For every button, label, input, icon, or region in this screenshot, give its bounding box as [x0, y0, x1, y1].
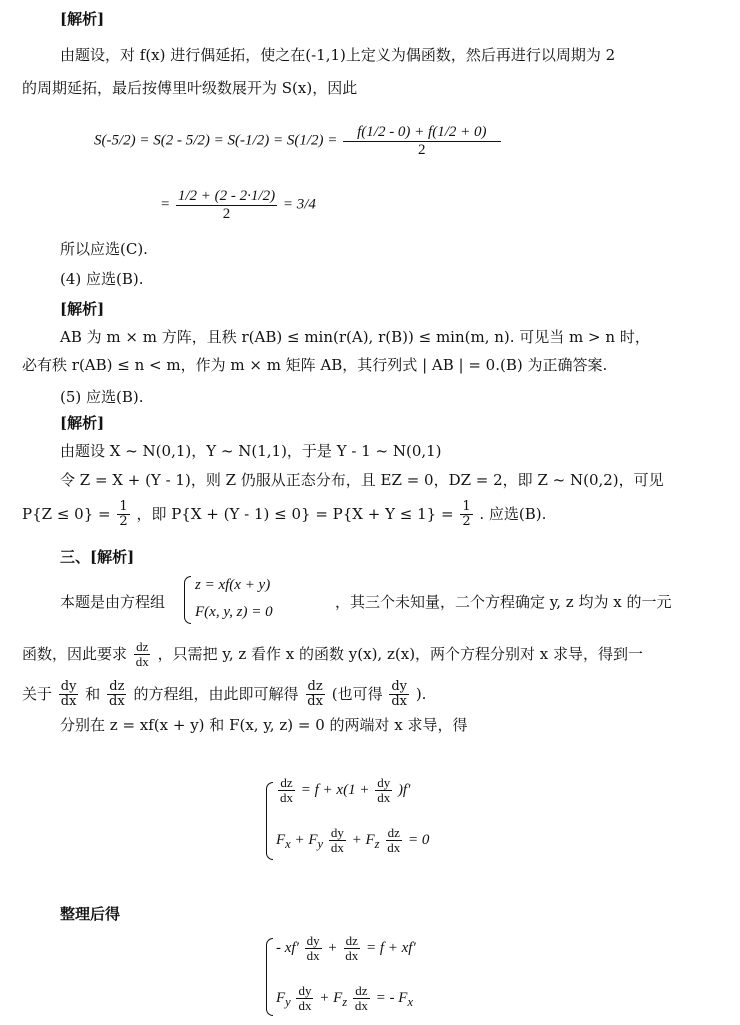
subscript: y — [317, 837, 324, 852]
fraction-denominator: dx — [387, 840, 401, 856]
fraction-numerator: dz — [307, 679, 323, 694]
subscript: z — [374, 837, 380, 852]
derivative-dy-dx — [389, 680, 409, 710]
fraction-half — [460, 500, 472, 530]
fraction-denominator: dx — [298, 998, 312, 1014]
paragraph-line: ，其三个未知量，二个方程确定 y, z 均为 x 的一元 — [335, 593, 672, 611]
text-segment: ). — [415, 684, 427, 703]
paragraph-line: AB 为 m × m 方阵，且秩 r(AB) ≤ min(r(A), r(B)) ≤ min(m, n). 可见当 m > n 时， — [60, 328, 650, 346]
text-segment: 和 — [85, 684, 101, 703]
derivative-dz-dx — [305, 680, 325, 710]
fraction-numerator: dz — [136, 639, 149, 654]
brace — [266, 938, 273, 1016]
derivative-dz-dx — [353, 984, 370, 1014]
equation-line — [94, 124, 503, 158]
answer-line: (5) 应选(B). — [60, 388, 144, 406]
equation-fraction — [343, 124, 500, 158]
fraction-numerator: 1 — [119, 499, 128, 514]
system-equation — [276, 934, 416, 964]
fraction-numerator: dz — [109, 679, 125, 694]
text-segment: = - F — [375, 990, 408, 1007]
fraction-denominator: 2 — [119, 514, 128, 530]
system-equation: z = xf(x + y) — [195, 577, 271, 593]
derivative-dy-dx — [59, 680, 79, 710]
fraction-half — [117, 500, 129, 530]
equals-sign: = — [160, 196, 171, 213]
equation-fraction — [176, 188, 277, 222]
section-heading: [解析] — [60, 10, 105, 28]
fraction-denominator: 2 — [222, 205, 231, 222]
derivative-dz-dx — [134, 640, 151, 670]
derivative-dz-dx — [278, 776, 295, 806]
paragraph-line: 由题设，对 f(x) 进行偶延拓，使之在(-1,1)上定义为偶函数，然后再进行以周期为 2 — [60, 46, 616, 64]
fraction-numerator: dz — [345, 933, 358, 948]
paragraph-line: 本题是由方程组 — [60, 593, 166, 611]
system-equation: F(x, y, z) = 0 — [195, 604, 273, 620]
system-equation — [276, 776, 410, 806]
derivative-dy-dx — [296, 984, 313, 1014]
fraction-numerator: f(1/2 - 0) + f(1/2 + 0) — [343, 124, 500, 142]
system-equation — [276, 826, 429, 856]
derivative-dy-dx — [329, 826, 346, 856]
fraction-numerator: dy — [330, 825, 344, 840]
fraction-numerator: dy — [391, 679, 408, 694]
derivative-dz-dx — [343, 934, 360, 964]
subscript: y — [285, 995, 291, 1010]
paragraph-line: 分别在 z = xf(x + y) 和 F(x, y, z) = 0 的两端对 x 求导，得 — [60, 716, 468, 734]
fraction-numerator: dy — [306, 933, 320, 948]
text-segment: 的方程组，由此即可解得 — [133, 684, 299, 703]
text-segment: . 应选(B). — [479, 504, 547, 523]
fraction-numerator: dy — [298, 983, 312, 998]
text-segment: + F — [315, 990, 343, 1007]
text-segment: = f + x(1 + — [300, 782, 370, 799]
system-equation — [276, 984, 413, 1014]
paragraph-line — [22, 500, 546, 530]
text-segment: (也可得 — [331, 684, 383, 703]
fraction-denominator: dx — [109, 694, 125, 710]
derivative-dy-dx — [305, 934, 322, 964]
equation-rhs: = 3/4 — [282, 196, 316, 213]
fraction-denominator: dx — [330, 840, 344, 856]
text-segment: = 0 — [404, 832, 430, 849]
equation-lhs: S(-5/2) = S(2 - 5/2) = S(-1/2) = S(1/2) = — [94, 132, 338, 149]
paragraph-line: 令 Z = X + (Y - 1)，则 Z 仍服从正态分布，且 EZ = 0，DZ = 2，即 Z ~ N(0,2)，可见 — [60, 471, 664, 489]
subscript: x — [407, 995, 413, 1010]
text-segment: ，即 P{X + (Y - 1) ≤ 0} = P{X + Y ≤ 1} = — [136, 504, 454, 523]
paragraph-line: 所以应选(C). — [60, 240, 148, 258]
text-segment: = f + xf′ — [365, 940, 416, 957]
paragraph-line — [22, 640, 643, 670]
paragraph-line: 整理后得 — [60, 905, 121, 923]
fraction-denominator: 2 — [418, 141, 426, 158]
paragraph-line: 必有秩 r(AB) ≤ n < m，作为 m × m 矩阵 AB，其行列式 | AB | = 0.(B) 为正确答案. — [22, 356, 608, 374]
text-segment: )f′ — [397, 782, 411, 799]
text-segment: 函数，因此要求 — [22, 644, 128, 663]
text-segment: + F — [347, 832, 375, 849]
paragraph-line: 的周期延拓，最后按傅里叶级数展开为 S(x)，因此 — [22, 79, 358, 97]
fraction-denominator: dx — [135, 654, 149, 670]
fraction-denominator: 2 — [462, 514, 471, 530]
subscript: z — [342, 995, 348, 1010]
fraction-numerator: 1/2 + (2 - 2·1/2) — [177, 188, 276, 204]
fraction-numerator: dz — [355, 983, 368, 998]
fraction-denominator: dx — [345, 948, 359, 964]
fraction-denominator: dx — [307, 694, 323, 710]
fraction-denominator: dx — [280, 790, 293, 806]
text-segment: F — [276, 832, 286, 849]
section-heading: 三、[解析] — [60, 548, 135, 566]
fraction-denominator: dx — [354, 998, 368, 1014]
fraction-denominator: dx — [60, 694, 77, 710]
derivative-dy-dx — [375, 776, 392, 806]
text-segment: F — [276, 990, 286, 1007]
fraction-numerator: dy — [377, 775, 391, 790]
paragraph-line: 由题设 X ~ N(0,1)，Y ~ N(1,1)，于是 Y - 1 ~ N(0,1) — [60, 442, 442, 460]
equation-line — [160, 188, 316, 222]
derivative-dz-dx — [385, 826, 402, 856]
paragraph-line — [22, 680, 426, 710]
text-segment: P{Z ≤ 0} = — [22, 504, 111, 523]
brace — [184, 576, 191, 624]
text-segment: 关于 — [22, 684, 53, 703]
fraction-numerator: dz — [387, 825, 400, 840]
text-segment: - xf′ — [276, 940, 299, 957]
fraction-numerator: dz — [280, 775, 293, 790]
fraction-denominator: dx — [391, 694, 408, 710]
fraction-numerator: dy — [60, 679, 77, 694]
fraction-denominator: dx — [377, 790, 391, 806]
text-segment: ，只需把 y, z 看作 x 的函数 y(x), z(x)，两个方程分别对 x 求导，得到一 — [157, 644, 644, 663]
text-segment: + — [327, 940, 338, 957]
brace — [266, 782, 273, 860]
section-heading: [解析] — [60, 414, 105, 432]
section-heading: [解析] — [60, 300, 105, 318]
answer-line: (4) 应选(B). — [60, 270, 144, 288]
fraction-numerator: 1 — [462, 499, 471, 514]
derivative-dz-dx — [107, 680, 127, 710]
fraction-denominator: dx — [306, 948, 320, 964]
subscript: x — [285, 837, 291, 852]
text-segment: + F — [290, 832, 318, 849]
